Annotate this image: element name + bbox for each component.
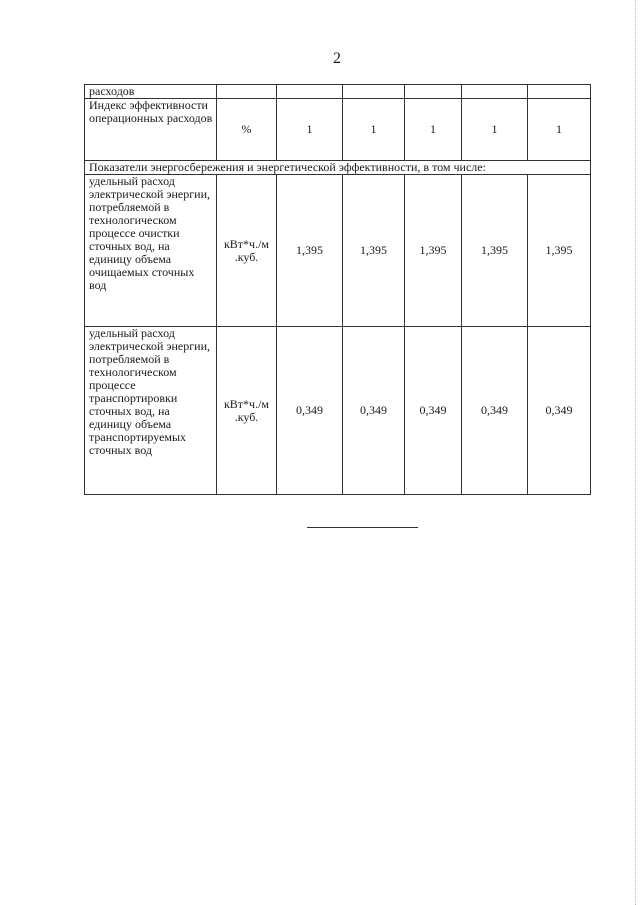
- indicators-table: [84, 84, 591, 495]
- row-index-unit: %: [217, 99, 277, 161]
- row-treatment-unit: кВт*ч./м .куб.: [217, 175, 277, 327]
- row-treatment-value-2: 1,395: [343, 175, 405, 327]
- row-index-value-3: 1: [405, 99, 462, 161]
- table-row-top: [85, 85, 591, 99]
- table-cell: [462, 85, 528, 99]
- row-treatment-value-4: 1,395: [462, 175, 528, 327]
- row-transport-value-5: 0,349: [528, 327, 591, 495]
- table-cell: [277, 85, 343, 99]
- table-cell: [405, 85, 462, 99]
- row-transport-unit: кВт*ч./м .куб.: [217, 327, 277, 495]
- row-index-value-1: 1: [277, 99, 343, 161]
- table-cell: [343, 85, 405, 99]
- row-index-value-2: 1: [343, 99, 405, 161]
- row-transport-value-2: 0,349: [343, 327, 405, 495]
- row-transport-label: удельный расход электрической энергии, потребляемой в технологическом процессе транспортировки сточных вод, на единицу объема транспортируемых сточных вод: [85, 327, 217, 495]
- row-transport-value-1: 0,349: [277, 327, 343, 495]
- row-transport-value-4: 0,349: [462, 327, 528, 495]
- end-divider-line: [307, 527, 418, 528]
- table-cell: [217, 85, 277, 99]
- table-cell: [528, 85, 591, 99]
- table-row-treatment: [85, 175, 591, 327]
- row-treatment-label: удельный расход электрической энергии, потребляемой в технологическом процессе очистки сточных вод, на единицу объема очищаемых сточных вод: [85, 175, 217, 327]
- page-number: 2: [333, 50, 341, 67]
- table-row-section-header: [85, 161, 591, 175]
- row-treatment-value-5: 1,395: [528, 175, 591, 327]
- row-index-label: Индекс эффективности операционных расходов: [85, 99, 217, 161]
- row-treatment-value-3: 1,395: [405, 175, 462, 327]
- row-treatment-value-1: 1,395: [277, 175, 343, 327]
- row-index-value-5: 1: [528, 99, 591, 161]
- row-top-label: расходов: [85, 85, 217, 99]
- scan-margin-line: [634, 0, 636, 905]
- table-row-efficiency-index: [85, 99, 591, 161]
- row-transport-value-3: 0,349: [405, 327, 462, 495]
- row-index-value-4: 1: [462, 99, 528, 161]
- table-row-transport: [85, 327, 591, 495]
- section-header: Показатели энергосбережения и энергетической эффективности, в том числе:: [85, 161, 591, 175]
